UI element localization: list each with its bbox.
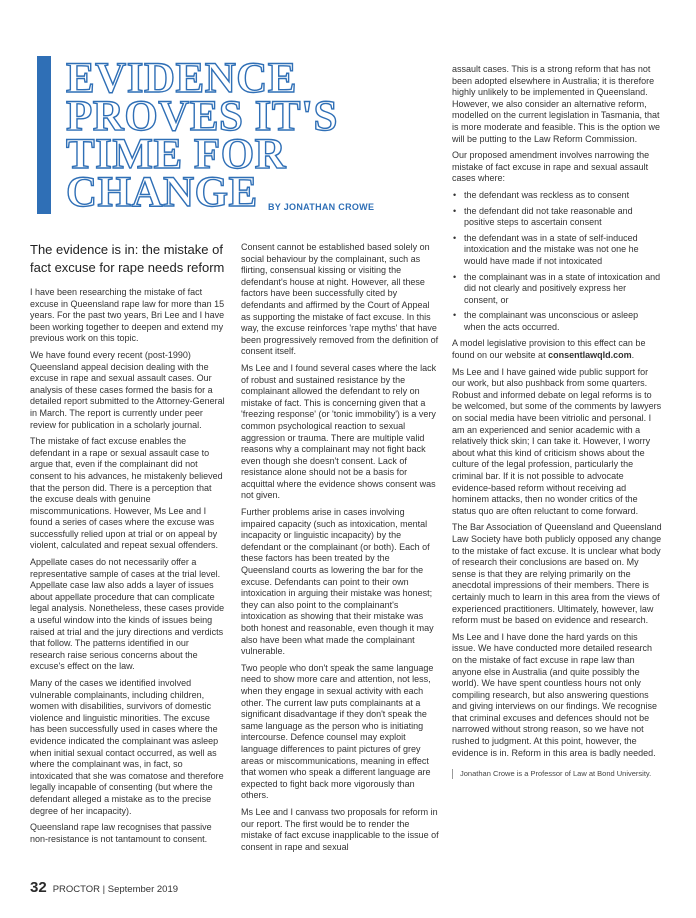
website-reference: consentlawqld.com: [548, 350, 632, 361]
publication-info: PROCTOR | September 2019: [52, 884, 179, 895]
website-suffix: .: [631, 350, 635, 361]
list-item: • the defendant did not take reasonable and positive steps to ascertain consent: [452, 206, 662, 229]
paragraph: Ms Lee and I have gained wide public support for our work, but also pushback from some quarters. Robust and informed debate on legal reforms is to be welcomed, but some of the comments by lawyers on social media have been vitriolic and personal. I am an experienced and senior academic with a relatively thick skin; I can take it. However, I worry about what this kind of criticism shows about the culture of the legal profession, particularly the criminal bar. If it is not possible to advocate evidence-based reform without receiving ad hominem attacks, then no wonder critics of the status quo are often reluctant to come forward.: [452, 366, 662, 516]
list-item: • the defendant was in a state of self-induced intoxication and the mistake was not one he would have made if not intoxicated: [452, 233, 662, 268]
list-item: • the defendant was reckless as to consent: [452, 190, 662, 202]
title-line-4: CHANGE: [66, 169, 258, 216]
paragraph: We have found every recent (post-1990) Queensland appeal decision dealing with the excuse in rape and sexual assault cases. Our analysis of these cases formed the basis for a detailed report submitted to the Attorney-General in March. The report is currently under peer review for publication in a scholarly journal.: [30, 349, 225, 430]
lead-paragraph: The evidence is in: the mistake of fact excuse for rape needs reform: [30, 242, 225, 275]
column-1: [30, 241, 226, 850]
list-item: • the complainant was unconscious or asleep when the acts occurred.: [452, 310, 662, 333]
list-item: • the complainant was in a state of intoxication and did not clearly and positively express her consent, or: [452, 272, 662, 307]
title-line-3: TIME FOR: [66, 131, 287, 178]
paragraph: Appellate cases do not necessarily offer a representative sample of cases at the trial level. Appellate case law also adds a layer of issues about appellate procedure that can complicate legal analysis. Nonetheless, these cases provide a useful window into the kinds of issues being raised at trial and the jury directions and verdicts that follow. The patterns identified in our research raise serious concerns about the excuse's effect on the law.: [30, 557, 225, 672]
paragraph: I have been researching the mistake of fact excuse in Queensland rape law for more than 15 years. For the past two years, Bri Lee and I have been working together to deepen and extend my previous work on this topic.: [30, 287, 225, 344]
paragraph: Many of the cases we identified involved vulnerable complainants, including children, women with disabilities, survivors of domestic violence and linguistic minorities. The excuse has been successfully used in cases where the evidence indicated the complainant was asleep when initial sexual contact occurred, as well as where the complainant was, in fact, so intoxicated that she was comatose and therefore legally incapable of consenting (but where the defendant alleged a mistake as to the precise degree of her incapacity).: [30, 678, 224, 816]
page-number: 32: [30, 879, 47, 896]
paragraph: The mistake of fact excuse enables the defendant in a rape or sexual assault case to argue that, even if the complainant did not consent to his advances, he mistakenly believed that the person did. There is a perception that the excuse deals with genuine miscommunications. However, Ms Lee and I found a series of cases where the excuse was successfully relied upon at trial or on appeal by violent, calculated and repeat sexual offenders.: [30, 436, 223, 551]
paragraph: [452, 338, 662, 361]
paragraph: Ms Lee and I canvass two proposals for reform in our report. The first would be to render the mistake of fact excuse inapplicable to the issue of consent in rape and sexual: [241, 806, 439, 852]
title-line-2: PROVES IT'S: [66, 93, 338, 140]
column-3: [452, 64, 662, 779]
paragraph: Ms Lee and I have done the hard yards on this issue. We have conducted more detailed research on the mistake of fact excuse in rape law than anyone else in Australia (and quite possibly the world). We have spent countless hours not only compiling research, but also answering questions and giving interviews on our findings. We recognise that criminal excuses and defences should not be narrowed without strong reason, so we have not rushed to judgment. At this point, however, the evidence is in. Reform in this area is badly needed.: [452, 631, 657, 758]
paragraph: The Bar Association of Queensland and Queensland Law Society have both publicly opposed any change to the mistake of fact excuse. It is unclear what body of research their conclusions are based on. My sense is that they are relying primarily on the anecdotal impressions of their members. There is certainly much to learn in this area from the views of experienced practitioners. Ultimately, however, law reform must be based on evidence and research.: [452, 522, 662, 626]
byline: BY JONATHAN CROWE: [268, 202, 375, 212]
paragraph: Queensland rape law recognises that passive non-resistance is not tantamount to consent.: [30, 822, 212, 844]
paragraph: Two people who don't speak the same language need to show more care and attention, not less, when they engage in sexual activity with each other. The current law puts complainants at a significant disadvantage if they don't speak the same language as the person who is initiating intercourse. Defence counsel may exploit language differences to paint pictures of grey areas or miscommunications, meaning in effect that women who speak a different language are expected to fight back more vigorously than others.: [241, 662, 434, 801]
author-bio: Jonathan Crowe is a Professor of Law at Bond University.: [452, 769, 662, 779]
article-title: [66, 55, 338, 216]
paragraph: assault cases. This is a strong reform that has not been adopted elsewhere in Australia; it is therefore highly unlikely to be implemented in Queensland. However, we also consider an alternative reform, modelled on the current legislation in Tasmania, that is more moderate and feasible. This is the option we will be putting to the Law Reform Commission.: [452, 64, 660, 144]
title-accent-bar: [37, 56, 51, 214]
paragraph: Consent cannot be established based solely on social behaviour by the complainant, such as flirting, consensual kissing or visiting the defendant's house at night. However, all these factors have been successfully cited by defendants and affirmed by the Court of Appeal as supporting the mistake of fact excuse. In this way, the excuse reinforces 'rape myths' that have been progressively removed from the definition of consent itself.: [241, 242, 439, 357]
paragraph: Our proposed amendment involves narrowing the mistake of fact excuse in rape and sexual assault cases where:: [452, 150, 650, 184]
paragraph: Further problems arise in cases involving impaired capacity (such as intoxication, mental incapacity or linguistic incapacity) by the defendant or the complainant (or both). Each of these factors has been treated by the Queensland courts as lowering the bar for the excuse. Defendants can point to their own intoxication in arguing their mistake was honest; they can also point to the complainant's intoxication as showing that their mistake was both honest and reasonable, even though it may also have been what made the complainant vulnerable.: [241, 507, 434, 657]
page-footer: [30, 879, 178, 896]
title-line-1: EVIDENCE: [66, 55, 297, 102]
reform-criteria-list: [452, 190, 662, 334]
website-intro: A model legislative provision to this effect can be found on our website at: [452, 338, 646, 361]
paragraph: Ms Lee and I found several cases where the lack of robust and sustained resistance by the complainant allowed the defendant to rely on mistake of fact. This is concerning given that a 'freezing response' (or 'tonic immobility') is a very common psychological reaction to sexual aggression or trauma. There are multiple valid reasons why a complainant may not fight back even though she doesn't consent. Lack of resistance alone should not be a basis for acquittal where the evidence shows consent was not given.: [241, 362, 437, 501]
column-2: [241, 242, 440, 858]
